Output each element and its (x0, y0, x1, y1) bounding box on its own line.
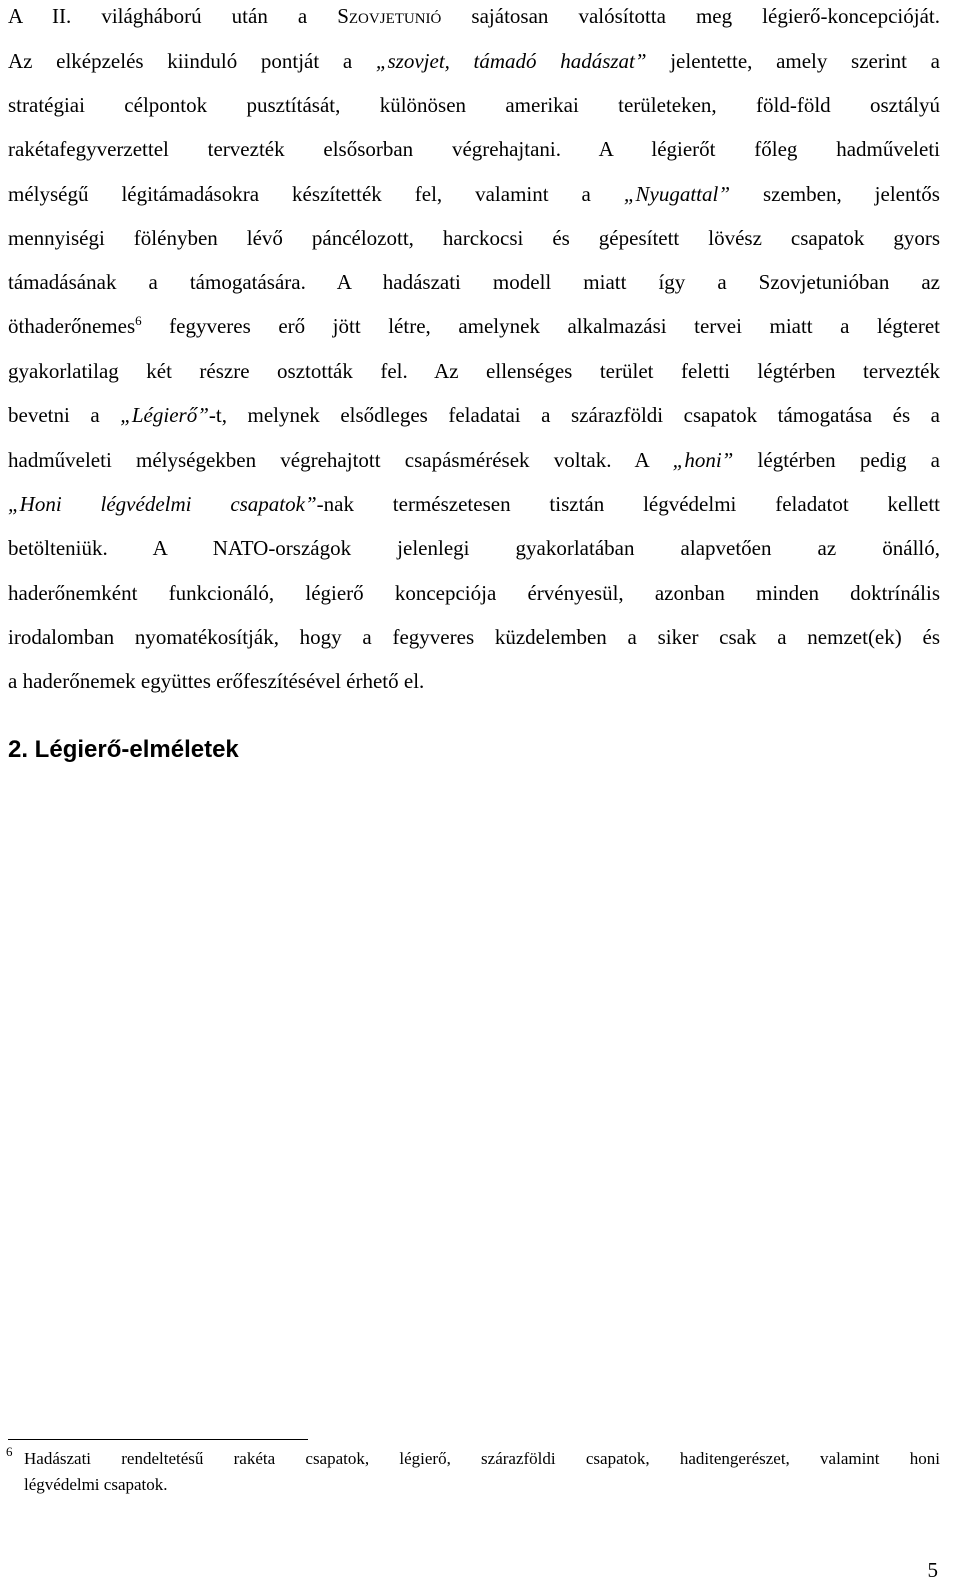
italic-quote: „Légierő” (120, 403, 209, 427)
body-line-10 (8, 401, 940, 429)
body-line-2 (8, 47, 940, 75)
text-span: szemben, jelentős (730, 182, 940, 206)
text-span: jelentette, amely szerint a (646, 49, 940, 73)
text-span: bevetni a (8, 403, 121, 427)
italic-quote: „szovjet, támadó hadászat” (375, 49, 647, 73)
italic-quote: „Nyugattal” (623, 182, 731, 206)
text-span: mélységű légitámadásokra készítették fel, valamint a (8, 182, 624, 206)
body-line-3: stratégiai célpontok pusztítását, különösen amerikai területeken, föld-föld osztályú (8, 93, 940, 117)
italic-quote: „honi” (672, 448, 734, 472)
text-span: fegyveres erő jött létre, amelynek alkalmazási tervei miatt a légteret (141, 314, 940, 338)
footnote-reference[interactable]: 6 (135, 313, 142, 328)
body-line-6: mennyiségi fölényben lévő páncélozott, harckocsi és gépesített lövész csapatok gyors (8, 226, 940, 250)
body-line-7: támadásának a támogatására. A hadászati modell miatt így a Szovjetunióban az (8, 270, 940, 294)
text-span: -nak természetesen tisztán légvédelmi feladatot kellett (316, 492, 941, 516)
body-line-15: irodalomban nyomatékosítják, hogy a fegyveres küzdelemben a siker csak a nemzet(ek) és (8, 625, 940, 649)
text-span: -t, melynek elsődleges feladatai a szárazföldi csapatok támogatása és a (208, 403, 940, 427)
body-line-11 (8, 446, 940, 474)
page-number: 5 (927, 1558, 938, 1582)
text-span: A II. világháború után a (8, 4, 338, 28)
text-span: öthaderőnemes (8, 314, 136, 338)
footnote-marker: 6 (6, 1444, 13, 1459)
footnote-line-1: Hadászati rendeltetésű rakéta csapatok, légierő, szárazföldi csapatok, haditengerészet, valamint honi (24, 1449, 940, 1468)
body-line-12 (8, 490, 940, 518)
section-heading: 2. Légierő-elméletek (8, 736, 239, 763)
body-line-9: gyakorlatilag két részre osztották fel. Az ellenséges terület feletti légtérben tervezték (8, 359, 940, 383)
body-line-5 (8, 180, 940, 208)
footnote-line-2: légvédelmi csapatok. (24, 1475, 168, 1494)
text-span: Az elképzelés kiinduló pontját a (8, 49, 376, 73)
body-line-14: haderőnemként funkcionáló, légierő koncepciója érvényesül, azonban minden doktrínális (8, 581, 940, 605)
body-line-8 (8, 312, 940, 340)
body-line-16: a haderőnemek együttes erőfeszítésével érhető el. (8, 669, 425, 693)
body-line-1 (8, 2, 940, 30)
body-line-4: rakétafegyverzettel tervezték elsősorban végrehajtani. A légierőt főleg hadműveleti (8, 137, 940, 161)
text-span: hadműveleti mélységekben végrehajtott csapásmérések voltak. A (8, 448, 673, 472)
text-span: légtérben pedig a (733, 448, 940, 472)
footnote-separator (8, 1439, 308, 1440)
country-name-smallcaps: Szovjetunió (337, 4, 442, 28)
body-line-13: betölteniük. A NATO-országok jelenlegi gyakorlatában alapvetően az önálló, (8, 536, 940, 560)
italic-quote: „Honi légvédelmi csapatok” (8, 492, 317, 516)
text-span: sajátosan valósította meg légierő-koncepcióját. (441, 4, 940, 28)
